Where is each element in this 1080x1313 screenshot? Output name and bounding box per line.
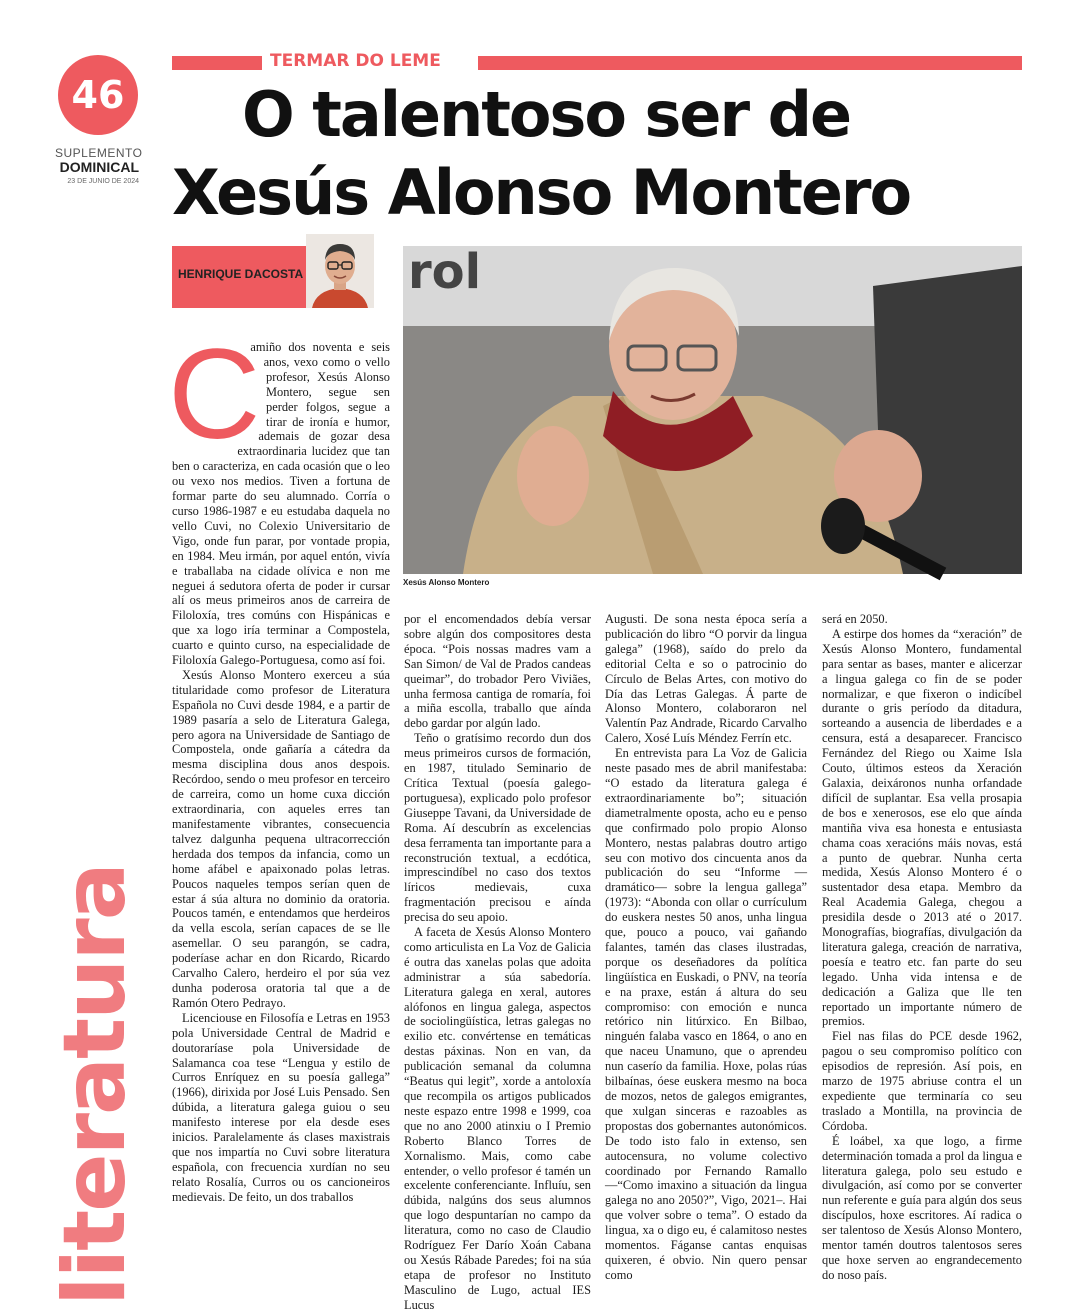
- headline-line-1: O talentoso ser de: [242, 78, 851, 151]
- paragraph: será en 2050.: [822, 612, 888, 626]
- supplement-masthead: [55, 146, 143, 185]
- page-number-badge: [58, 55, 138, 135]
- issue-date: 23 DE JUNIO DE 2024: [67, 178, 139, 185]
- supplement-name: DOMINICAL: [59, 159, 139, 175]
- drop-cap-space: [172, 340, 266, 452]
- author-name: HENRIQUE DACOSTA: [178, 267, 304, 281]
- paragraph: É loábel, xa que logo, a firme determinación tomada a prol da lingua e literatura galega, polo seu estudo e divulgación, así como por se converter nun referente e guía para algún dos seus discípulos, hoxe escritores. Aí radica o ser talentoso de Xesús Alonso Montero, mentor tamén doutros talentosos seres que hoxe serven ao engrandecemento do noso país.: [822, 1133, 1022, 1282]
- svg-text:rol: rol: [408, 244, 482, 300]
- drop-cap: C: [168, 323, 261, 466]
- paragraph: amiño dos noventa e seis anos, vexo como o vello profesor, Xesús Alonso Montero, segue sen perder folgos, segue a tirar de ironía e humor, ademais de gozar desa extraordinaria lucidez que tan ben o caracteriza, en cada ocasión que o leo ou vexo nos medios. Tiven a fortuna de formar parte do seu alumnado. Corría o curso 1986-1987 e eu estudaba daquela no vello Cuvi, no Colexio Universitario de Vigo, onde fun parar, por vontade propia, en 1984. Meu irmán, por aquel entón, vivía e traballaba na cidade olívica e non me neguei á sedutora oferta de poder ir cursar alí os meus primeiros anos de carreira de Filoloxía, tres comúns con Hispánicas e que xa logo iría terminar a Compostela, cuarto e quinto curso, na especialidade de Filoloxía Galego-Portuguesa, como así foi.: [172, 340, 390, 668]
- paragraph: Xesús Alonso Montero exerceu a súa titularidade como profesor de Literatura Española no Cuvi desde 1984, e a partir de 1989 pasaría a selo de Literatura Galega, pero agora na Universidade de Santiago de Compostela, onde gañaría a cátedra da mesma disciplina dous anos despois. Recórdoo, sendo o meu profesor en terceiro de carreira, como un home cuxa dicción extraordinaria, con aqueles erres tan manifestamente vibrantes, consecuencia talvez dalgunha pequena ultracorrección herdada dos tempos da infancia, como un home afábel e apaixonado polas letras. Poucos naqueles tempos serían quen de estar á súa altura no dominio da oratoria. Poucos tamén, e entendamos que herdeiros da vella escola, serían capaces de se lle asemellar. O seu parangón, se cadra, poderíase achar en don Ricardo, Ricardo Carvalho Calero, herdeiro el por súa vez dunha poderosa oratoria tal que a de Ramón Otero Pedrayo.: [172, 667, 390, 1010]
- photo-caption: Xesús Alonso Montero: [403, 578, 490, 587]
- paragraph: por el encomendados debía versar sobre algún dos compositores desta época. “Pois nossas madres vam a San Simon/ de Val de Prados candeas queimar”, do trobador Pero Viviães, unha fermosa cantiga de romaría, foi a miña escolla, traballo que aínda debo gardar por algún lado.: [404, 612, 591, 731]
- paragraph: Licenciouse en Filosofía e Letras en 1953 pola Universidade Central de Madrid e doutoraríase pola Universidade de Salamanca coa tese “Lengua y estilo de Curros Enríquez en su poesía gallega” (1966), dirixida por José Luis Pensado. Sen dúbida, a literatura galega guiou o seu manifesto interese por ela desde eses inicios. Paralelamente ás clases maxistrais que nos impartía no Cuvi sobre literatura española, con frecuencia xurdían no seu relato Rosalía, Curros ou os cancioneiros medievais. De feito, un dos traballos: [172, 1010, 390, 1204]
- article-column-2: [404, 612, 591, 1312]
- article-headline: [172, 76, 1032, 232]
- kicker-rule-left: [172, 56, 262, 70]
- paragraph: A estirpe dos homes da “xeración” de Xesús Alonso Montero, fundamental para sentar as bases, manter e alicerzar a lingua galega co fin de se poder normalizar, e que fixeron o indicíbel durante o gris período da ditadura, sorteando a ausencia de liberdades e a censura, está a desaparecer. Francisco Fernández del Riego ou Xaime Isla Couto, últimos esteos da Xeración Galaxia, deixáronos nunha orfandade difícil de suplantar. Esa vella prosapia de bos e xenerosos, ese elo que aínda mantiña viva esa honesta e entusiasta chama coas xeracións máis novas, está a punto de quebrar. Nunha certa medida, Xesús Alonso Montero é o sustentador desa etapa. Membro da Real Academia Galega, chegou a presidila desde o 2013 até o 2017. Monografías, biografías, divulgación da literatura galega, creación de narrativa, poesía e teatro etc. fan parte do seu legado. Unha vida intensa e de dedicación a Galiza que lle ten reportado un importante número de premios.: [822, 626, 1022, 1029]
- supplement-label: SUPLEMENTO: [55, 146, 143, 160]
- page-number: 46: [71, 73, 125, 117]
- paragraph: Teño o gratísimo recordo dun dos meus primeiros cursos de formación, en 1987, titulado Seminario de Crítica Textual (poesía galego-portuguesa), explicado polo profesor Giuseppe Tavani, da Universidade de Roma. Aí descubrín as excelencias desa ferramenta tan importante para a reconstrución textual, a ecdótica, imprescindíbel no caso dos textos líricos medievais, cuxa fragmentación precisou e aínda precisa do seu apoio.: [404, 731, 591, 925]
- paragraph: A faceta de Xesús Alonso Montero como articulista en La Voz de Galicia é outra das xanelas polas que adoita administrar a súa sabedoría. Literatura galega en xeral, autores alófonos en lingua galega, aspectos de sociolingüística, letras galegas no exilio etc. convértense en temáticas destas páxinas. Non en van, da publicación semanal da columna “Beatus qui legit”, xorde a antoloxía que recompila os artigos publicados neste espazo entre 1998 e 1999, coa que no ano 2000 atinxiu o I Premio Roberto Blanco Torres de Xornalismo. Mais, como cabe entender, o vello profesor é tamén un excelente conferenciante. Influíu, sen dúbida, nalgúns dos seus alumnos que logo despuntarían no campo da literatura, como no caso de Claudio Rodríguez Fer Darío Xoán Cabana ou Xesús Rábade Paredes; foi na súa etapa de profesor no Instituto Masculino de Lugo, actual IES Lucus: [404, 925, 591, 1312]
- article-column-1: [172, 340, 390, 1280]
- section-label-vertical: [45, 864, 145, 1306]
- article-photo: [403, 246, 1022, 574]
- byline: [172, 246, 306, 308]
- author-portrait-illustration: [306, 234, 374, 308]
- article-column-4: [822, 612, 1022, 1282]
- section-name: literatura: [45, 864, 145, 1306]
- photo-illustration: [403, 246, 1022, 574]
- paragraph: Fiel nas filas do PCE desde 1962, pagou o seu compromiso político con episodios de represión. Así pois, en marzo de 1975 abriuse contra el un expediente que terminaría co seu traslado a Montilla, na provincia de Córdoba.: [822, 1029, 1022, 1133]
- paragraph: Augusti. De sona nesta época sería a publicación do libro “O porvir da lingua galega” (1968), saído do prelo da editorial Celta e so o patrocinio do Círculo de Belas Artes, con motivo do Día das Letras Galegas. Á parte de Alonso Montero, colaboraron nel Valentín Paz Andrade, Ricardo Carvalho Calero, Xosé Luís Méndez Ferrín etc.: [605, 612, 807, 746]
- paragraph: En entrevista para La Voz de Galicia neste pasado mes de abril manifestaba: “O estado da literatura galega é extraordinariamente bo”; situación diametralmente oposta, acho eu e penso que confirmado polo propio Alonso Montero, nestas palabras doutro artigo seu con motivo dos cincuenta anos da publicación do seu “Informe —dramático— sobre la lengua gallega” (1973): “Abonda con ollar o currículum do euskera nestes 50 anos, unha lingua que, pouco a pouco, vai gañando falantes, tamén das clases ilustradas, porque os deseñadores da política lingüística en Euskadi, o PNV, na teoría e na praxe, están á altura do seu compromiso: con emoción e nunca retórico nin litúrxico. En Bilbao, ninguén falaba vasco en 1864, o ano en que naceu Unamuno, que o aprendeu nun caserío da familia. Hoxe, polas rúas bilbaínas, óese euskera mesmo na boca de mozos, netos de galegos emigrantes, que xulgan sinceras e razoables as propostas dos gobernantes autonómicos. De todo isto falo in extenso, sen autocensura, no volume colectivo coordinado por Fernando Ramallo —“Como imaxino a situación da lingua galega no ano 2050?”, Vigo, 2021–. Hai que volver sobre o tema”. O estado da lingua, xa o digo eu, é calamitoso nestes momentos. Fáganse cantas enquisas quixeren, é obvio. Nin quero pensar como: [605, 746, 807, 1282]
- headline-line-2: Xesús Alonso Montero: [172, 156, 911, 229]
- kicker-rule-right: [478, 56, 1022, 70]
- article-kicker: TERMAR DO LEME: [270, 51, 441, 71]
- article-column-3: [605, 612, 807, 1282]
- author-photo: [306, 234, 374, 308]
